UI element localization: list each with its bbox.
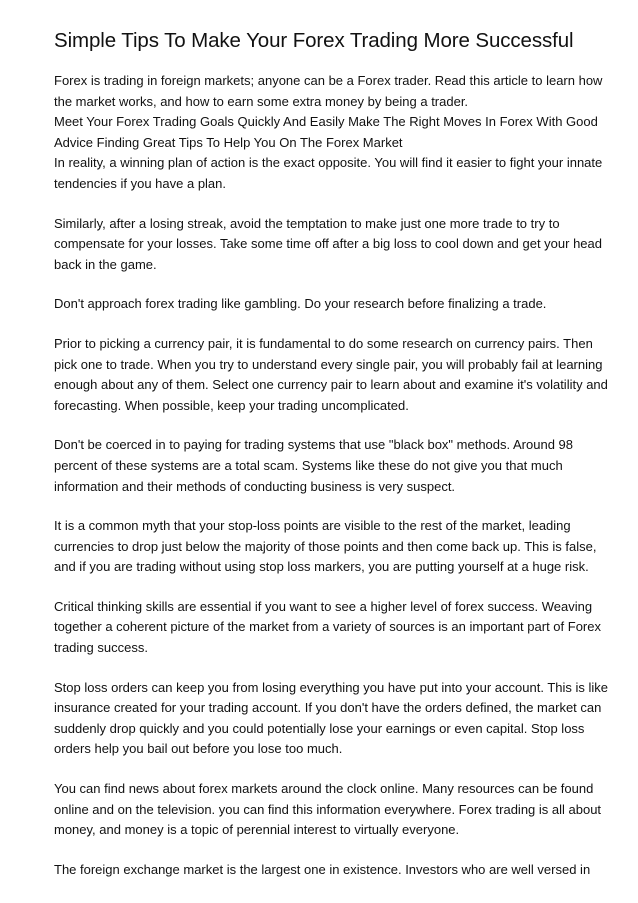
- body-paragraph: Critical thinking skills are essential if you want to see a higher level of forex success. Weaving together a coherent picture of the market from a variety of sources is an important part of Forex trading success.: [54, 598, 601, 656]
- intro-headline: Meet Your Forex Trading Goals Quickly And Easily Make The Right Moves In Forex With Good Advice Finding Great Tips To Help You On The Forex Market: [54, 114, 598, 150]
- document-page: [54, 28, 614, 880]
- body-paragraph: Don't approach forex trading like gambling. Do your research before finalizing a trade.: [54, 296, 547, 312]
- intro-paragraph: Forex is trading in foreign markets; anyone can be a Forex trader. Read this article to learn how the market works, and how to earn some extra money by being a trader.: [54, 73, 603, 109]
- body-paragraph: Don't be coerced in to paying for trading systems that use "black box" methods. Around 98 percent of these systems are a total scam. Systems like these do not give you that much information and their methods of conducting business is very suspect.: [54, 437, 574, 494]
- body-paragraph: Similarly, after a losing streak, avoid the temptation to make just one more trade to try to compensate for your losses. Take some time off after a big loss to cool down and get your head back in the game.: [54, 215, 602, 272]
- document-title: Simple Tips To Make Your Forex Trading More Successful: [54, 29, 574, 52]
- body-paragraph: You can find news about forex markets around the clock online. Many resources can be found online and on the television. you can find this information everywhere. Forex trading is all about money, and money is a topic of perennial interest to virtually everyone.: [54, 781, 602, 838]
- body-paragraph: Stop loss orders can keep you from losing everything you have put into your account. This is like insurance created for your trading account. If you don't have the orders defined, the market can suddenly drop quickly and you could potentially lose your earnings or even capital. Stop loss orders help you bail out before you lose too much.: [54, 679, 608, 757]
- intro-block: [54, 71, 614, 195]
- body-paragraph: It is a common myth that your stop-loss points are visible to the rest of the market, leading currencies to drop just below the majority of those points and then come back up. This is false, and if you are trading without using stop loss markers, you are putting yourself at a huge risk.: [54, 518, 597, 575]
- body-paragraph: Prior to picking a currency pair, it is fundamental to do some research on currency pairs. Then pick one to trade. When you try to understand every single pair, you will probably fail at learning enough about any of them. Select one currency pair to learn about and examine it's volatility and forecasting. When possible, keep your trading uncomplicated.: [54, 335, 608, 413]
- truncated-paragraph: The foreign exchange market is the largest one in existence. Investors who are well versed in: [54, 861, 591, 877]
- intro-paragraph: In reality, a winning plan of action is the exact opposite. You will find it easier to fight your innate tendencies if you have a plan.: [54, 155, 603, 191]
